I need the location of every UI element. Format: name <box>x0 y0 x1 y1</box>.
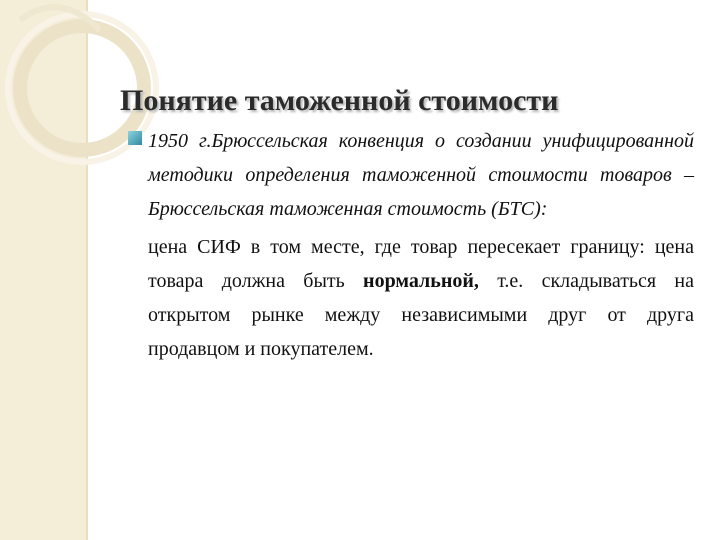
definition-text-part2: т.е. складываться на открытом рынке между независимыми друг от друга продавцом и покупателем. <box>148 270 695 360</box>
bullet-item <box>128 124 694 226</box>
bullet-icon <box>128 131 142 145</box>
bullet-text: 1950 г.Брюссельская конвенция о создании унифицированной методики определения таможенной стоимости товаров – Брюссельская таможенная стоимость (БТС): <box>148 130 694 220</box>
definition-bold-term: нормальной, <box>363 270 479 292</box>
slide-title: Понятие таможенной стоимости <box>120 84 559 117</box>
definition-paragraph <box>148 230 694 366</box>
slide-content <box>128 124 694 366</box>
definition-text-part1: цена СИФ в том месте, где товар пересекает границу: цена товара должна быть <box>148 236 694 292</box>
